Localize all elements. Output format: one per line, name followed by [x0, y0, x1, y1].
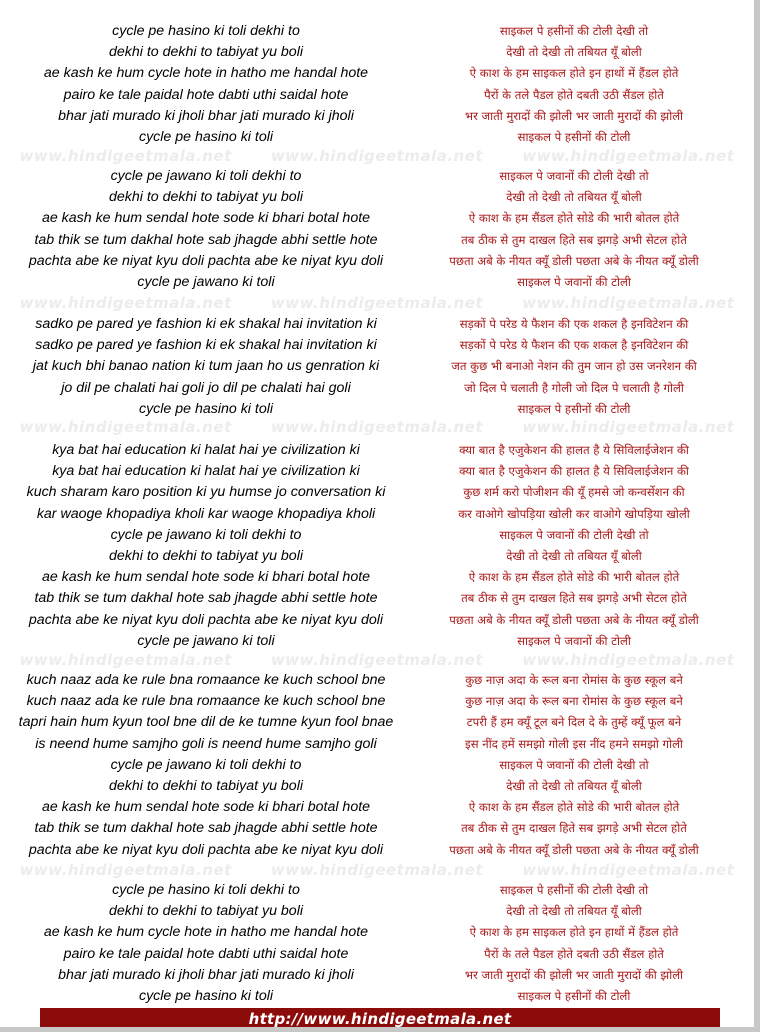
lyric-line — [0, 922, 754, 943]
lyric-roman: kuch sharam karo position ki yu humse jo conversation ki — [26, 484, 386, 501]
lyric-line — [0, 399, 754, 420]
lyric-line — [0, 755, 754, 776]
lyric-line — [0, 378, 754, 399]
lyric-devanagari: जत कुछ भी बनाओ नेशन की तुम जान हो उस जनरेशन की — [451, 359, 697, 374]
lyric-line — [0, 567, 754, 588]
stanza — [0, 670, 754, 861]
watermark-text: www.hindigeetmala.net — [522, 861, 735, 879]
lyric-line — [0, 127, 754, 148]
lyric-devanagari: साइकल पे जवानों की टोली देखी तो — [499, 169, 649, 183]
lyric-roman: dekhi to dekhi to tabiyat yu boli — [108, 547, 304, 564]
lyric-line — [0, 461, 754, 482]
lyric-line — [0, 335, 754, 356]
watermark-band — [0, 147, 754, 167]
lyric-line — [0, 251, 754, 272]
lyric-line — [0, 187, 754, 208]
lyric-devanagari: कुछ शर्म करो पोजीशन की यूँ हमसे जो कन्वर्सेशन की — [463, 485, 685, 500]
lyric-line — [0, 965, 754, 986]
lyric-devanagari: साइकल पे हसीनों की टोली — [517, 988, 631, 1003]
lyric-line — [0, 42, 754, 63]
lyric-devanagari: देखी तो देखी तो तबियत यूँ बोली — [506, 778, 642, 793]
lyric-devanagari: देखी तो देखी तो तबियत यूँ बोली — [506, 904, 642, 919]
watermark-text: www.hindigeetmala.net — [270, 418, 484, 436]
lyric-devanagari: ऐ काश के हम सैंडल होते सोडे की भारी बोतल होते — [468, 570, 680, 585]
watermark-text: www.hindigeetmala.net — [522, 418, 735, 436]
stanza — [0, 440, 754, 652]
lyric-devanagari: तब ठीक से तुम दाखल हिते सब झगड़े अभी सेटल होते — [461, 821, 687, 836]
watermark-text: www.hindigeetmala.net — [19, 294, 232, 312]
lyric-devanagari: साइकल पे जवानों की टोली — [517, 633, 631, 648]
watermark-text: www.hindigeetmala.net — [522, 651, 735, 669]
lyric-roman: bhar jati murado ki jholi bhar jati murado ki jholi — [58, 966, 354, 983]
watermark-text: www.hindigeetmala.net — [522, 294, 735, 312]
lyric-roman: cycle pe hasino ki toli — [138, 987, 274, 1004]
lyric-roman: cycle pe jawano ki toli dekhi to — [110, 756, 302, 773]
lyric-roman: kar waoge khopadiya kholi kar waoge khopadiya kholi — [36, 505, 376, 522]
lyric-devanagari: टपरी हैं हम क्यूँ टूल बने दिल दे के तुम्हें क्यूँ फूल बने — [466, 715, 682, 730]
lyric-devanagari: देखी तो देखी तो तबियत यूँ बोली — [506, 190, 642, 205]
lyric-devanagari: पछता अबे के नीयत क्यूँ डोली पछता अबे के नीयत क्यूँ डोली — [449, 612, 699, 627]
lyric-devanagari: तब ठीक से तुम दाखल हिते सब झगड़े अभी सेटल होते — [461, 232, 687, 247]
lyric-line — [0, 525, 754, 546]
lyric-line — [0, 482, 754, 503]
lyric-roman: sadko pe pared ye fashion ki ek shakal hai invitation ki — [35, 316, 377, 332]
lyric-line — [0, 610, 754, 631]
lyric-devanagari: पैरों के तले पैडल होते दबती उठी सैंडल होते — [484, 946, 664, 961]
lyric-devanagari: साइकल पे जवानों की टोली — [517, 274, 631, 289]
lyric-devanagari: पछता अबे के नीयत क्यूँ डोली पछता अबे के नीयत क्यूँ डोली — [449, 842, 699, 857]
lyric-line — [0, 440, 754, 461]
lyric-devanagari: साइकल पे हसीनों की टोली देखी तो — [499, 883, 649, 897]
lyric-line — [0, 734, 754, 755]
lyric-devanagari: साइकल पे हसीनों की टोली — [517, 401, 631, 416]
lyric-line — [0, 986, 754, 1007]
watermark-band — [0, 651, 754, 671]
lyric-roman: dekhi to dekhi to tabiyat yu boli — [108, 44, 304, 61]
watermark-text: www.hindigeetmala.net — [270, 147, 484, 165]
stanza — [0, 166, 754, 293]
lyric-roman: cycle pe hasino ki toli dekhi to — [112, 882, 300, 898]
lyric-devanagari: ऐ काश के हम सैंडल होते सोडे की भारी बोतल होते — [468, 211, 680, 226]
lyric-devanagari: कुछ नाज़ अदा के रूल बना रोमांस के कुछ स्कूल बने — [465, 673, 683, 687]
lyric-roman: cycle pe jawano ki toli dekhi to — [110, 526, 302, 543]
lyric-devanagari: सड़कों पे परेड ये फैशन की एक शकल है इनविटेशन की — [459, 317, 689, 331]
lyric-roman: cycle pe jawano ki toli dekhi to — [110, 168, 302, 184]
lyric-line — [0, 85, 754, 106]
lyric-roman: dekhi to dekhi to tabiyat yu boli — [108, 777, 304, 794]
lyric-devanagari: इस नींद हमें समझो गोली इस नींद हमने समझो गोली — [465, 736, 683, 751]
lyric-roman: jo dil pe chalati hai goli jo dil pe chalati hai goli — [61, 379, 351, 396]
lyric-roman: cycle pe hasino ki toli — [138, 400, 274, 417]
watermark-text: www.hindigeetmala.net — [270, 861, 484, 879]
watermark-band — [0, 294, 754, 314]
lyric-devanagari: पछता अबे के नीयत क्यूँ डोली पछता अबे के नीयत क्यूँ डोली — [449, 253, 699, 268]
lyric-devanagari: कुछ नाज़ अदा के रूल बना रोमांस के कुछ स्कूल बने — [465, 694, 683, 709]
lyric-devanagari: ऐ काश के हम साइकल होते इन हाथों में हैंडल होते — [469, 925, 679, 940]
stanza — [0, 314, 754, 420]
watermark-text: www.hindigeetmala.net — [19, 861, 232, 879]
lyric-roman: kya bat hai education ki halat hai ye civilization ki — [52, 463, 360, 480]
lyric-roman: dekhi to dekhi to tabiyat yu boli — [108, 189, 304, 206]
lyric-roman: is neend hume samjho goli is neend hume samjho goli — [35, 735, 377, 752]
lyric-line — [0, 818, 754, 839]
watermark-text: www.hindigeetmala.net — [270, 294, 484, 312]
lyric-roman: pairo ke tale paidal hote dabti uthi saidal hote — [63, 86, 349, 103]
lyric-devanagari: सड़कों पे परेड ये फैशन की एक शकल है इनविटेशन की — [459, 338, 689, 353]
watermark-text: www.hindigeetmala.net — [19, 147, 232, 165]
lyric-devanagari: कर वाओगे खोपड़िया खोली कर वाओगे खोपड़िया खोली — [458, 506, 690, 521]
lyric-roman: pachta abe ke niyat kyu doli pachta abe ke niyat kyu doli — [28, 252, 384, 269]
lyric-roman: jat kuch bhi banao nation ki tum jaan ho us genration ki — [32, 358, 380, 375]
lyric-roman: tab thik se tum dakhal hote sab jhagde abhi settle hote — [34, 820, 378, 837]
lyric-line — [0, 880, 754, 901]
lyric-devanagari: ऐ काश के हम साइकल होते इन हाथों में हैंडल होते — [469, 66, 679, 81]
lyric-line — [0, 670, 754, 691]
lyric-devanagari: साइकल पे हसीनों की टोली — [517, 129, 631, 144]
lyric-line — [0, 691, 754, 712]
lyric-devanagari: भर जाती मुरादों की झोली भर जाती मुरादों की झोली — [464, 108, 684, 123]
lyric-devanagari: साइकल पे हसीनों की टोली देखी तो — [499, 24, 649, 38]
lyric-roman: cycle pe jawano ki toli — [137, 632, 275, 649]
watermark-text: www.hindigeetmala.net — [522, 147, 735, 165]
lyric-line — [0, 712, 754, 733]
lyric-roman: tapri hain hum kyun tool bne dil de ke tumne kyun fool bnae — [18, 714, 394, 731]
watermark-text: www.hindigeetmala.net — [19, 418, 232, 436]
lyric-line — [0, 106, 754, 127]
lyric-roman: bhar jati murado ki jholi bhar jati murado ki jholi — [58, 107, 354, 124]
lyric-line — [0, 631, 754, 652]
lyric-line — [0, 546, 754, 567]
lyric-roman: cycle pe hasino ki toli dekhi to — [112, 23, 300, 39]
lyric-roman: tab thik se tum dakhal hote sab jhagde abhi settle hote — [34, 231, 378, 248]
lyric-devanagari: देखी तो देखी तो तबियत यूँ बोली — [506, 45, 642, 60]
lyric-line — [0, 944, 754, 965]
watermark-text: www.hindigeetmala.net — [270, 651, 484, 669]
lyric-devanagari: देखी तो देखी तो तबियत यूँ बोली — [506, 548, 642, 563]
lyric-roman: ae kash ke hum cycle hote in hatho me handal hote — [43, 924, 369, 941]
lyric-devanagari: जो दिल पे चलाती है गोली जो दिल पे चलाती है गोली — [464, 380, 684, 395]
watermark-band — [0, 418, 754, 438]
lyric-roman: ae kash ke hum sendal hote sode ki bhari botal hote — [41, 569, 371, 586]
lyric-roman: cycle pe hasino ki toli — [138, 128, 274, 145]
lyric-devanagari: क्या बात है एजुकेशन की हालत है ये सिविलाईजेशन की — [459, 443, 689, 457]
lyric-line — [0, 588, 754, 609]
stanza — [0, 880, 754, 1007]
lyric-line — [0, 356, 754, 377]
lyric-roman: sadko pe pared ye fashion ki ek shakal hai invitation ki — [35, 337, 377, 354]
lyric-line — [0, 314, 754, 335]
lyric-roman: dekhi to dekhi to tabiyat yu boli — [108, 903, 304, 920]
lyric-line — [0, 840, 754, 861]
watermark-text: www.hindigeetmala.net — [19, 651, 232, 669]
lyric-devanagari: साइकल पे जवानों की टोली देखी तो — [499, 527, 649, 542]
lyric-roman: ae kash ke hum sendal hote sode ki bhari botal hote — [41, 799, 371, 816]
lyric-devanagari: तब ठीक से तुम दाखल हिते सब झगड़े अभी सेटल होते — [461, 591, 687, 606]
lyric-roman: ae kash ke hum cycle hote in hatho me handal hote — [43, 65, 369, 82]
lyric-roman: kuch naaz ada ke rule bna romaance ke kuch school bne — [26, 672, 386, 688]
lyric-roman: cycle pe jawano ki toli — [137, 273, 275, 290]
lyric-roman: tab thik se tum dakhal hote sab jhagde abhi settle hote — [34, 590, 378, 607]
lyric-devanagari: क्या बात है एजुकेशन की हालत है ये सिविलाईजेशन की — [459, 464, 689, 479]
lyric-line — [0, 230, 754, 251]
lyric-roman: pachta abe ke niyat kyu doli pachta abe ke niyat kyu doli — [28, 841, 384, 858]
lyric-line — [0, 901, 754, 922]
lyric-line — [0, 504, 754, 525]
lyric-line — [0, 272, 754, 293]
lyric-devanagari: पैरों के तले पैडल होते दबती उठी सैंडल होते — [484, 87, 664, 102]
lyric-line — [0, 208, 754, 229]
lyric-line — [0, 63, 754, 84]
lyric-line — [0, 166, 754, 187]
lyric-roman: kya bat hai education ki halat hai ye civilization ki — [52, 442, 360, 458]
lyric-roman: pachta abe ke niyat kyu doli pachta abe ke niyat kyu doli — [28, 611, 384, 628]
lyric-roman: kuch naaz ada ke rule bna romaance ke kuch school bne — [26, 693, 386, 710]
lyric-roman: pairo ke tale paidal hote dabti uthi saidal hote — [63, 945, 349, 962]
lyric-line — [0, 797, 754, 818]
lyric-roman: ae kash ke hum sendal hote sode ki bhari botal hote — [41, 210, 371, 227]
lyric-devanagari: भर जाती मुरादों की झोली भर जाती मुरादों की झोली — [464, 967, 684, 982]
footer-banner — [40, 1008, 720, 1030]
stanza — [0, 21, 754, 148]
watermark-band — [0, 861, 754, 881]
lyric-devanagari: साइकल पे जवानों की टोली देखी तो — [499, 757, 649, 772]
lyric-devanagari: ऐ काश के हम सैंडल होते सोडे की भारी बोतल होते — [468, 800, 680, 815]
footer-url-link[interactable]: http://www.hindigeetmala.net — [248, 1010, 512, 1028]
lyric-line — [0, 776, 754, 797]
lyric-line — [0, 21, 754, 42]
